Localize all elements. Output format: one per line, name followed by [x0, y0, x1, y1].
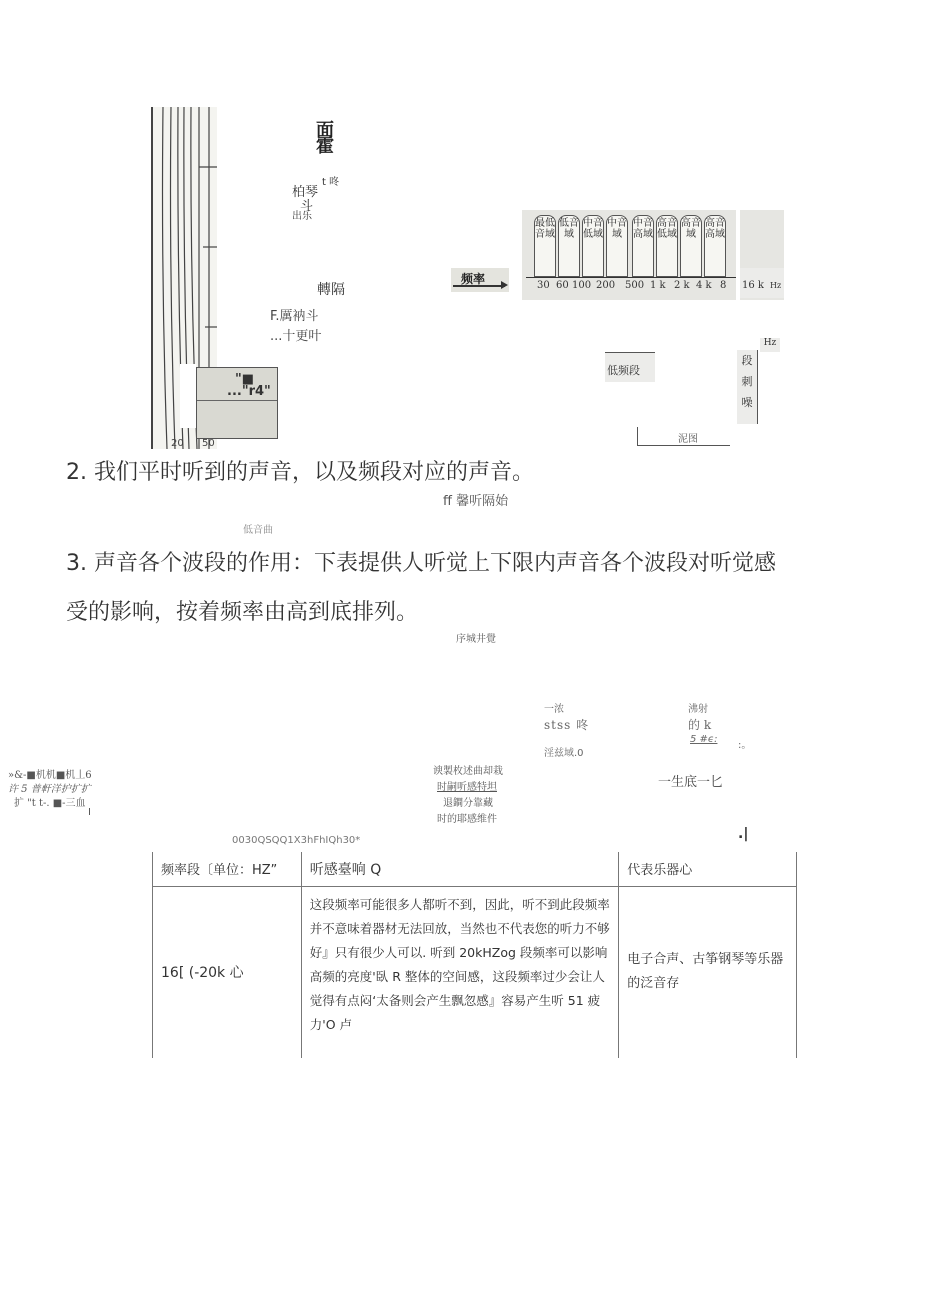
tick-60: 60 [556, 280, 569, 291]
noise-r3: 一生底一匕 [658, 775, 724, 790]
hz-label: Hz [760, 338, 780, 352]
band-3: 中音低域 [582, 215, 604, 277]
table-header-row [153, 852, 797, 886]
noise-r2-b: 的 k [688, 718, 712, 732]
noise-r1-b: stss 咚 [544, 718, 590, 732]
axis-label-20: 20 [171, 438, 184, 449]
note-small: 低音曲 [243, 525, 273, 536]
cell-instruments: 电子合声、古筝钢琴等乐器的泛音存 [619, 886, 797, 1058]
tick-1k: 1 k [650, 280, 666, 291]
tick-2k: 2 k [674, 280, 690, 291]
side-band-label: 段 刺 噪 [737, 350, 758, 424]
paragraph-3-line-2: 受的影响，按着频率由高到底排列。 [66, 600, 419, 625]
noise-r2-a: 沸射 [688, 704, 708, 715]
frequency-table [152, 852, 797, 1058]
band-4: 中音域 [606, 215, 628, 277]
figure-label-fshu: F.厲衲斗 [270, 309, 319, 324]
tick-8: 8 [720, 280, 727, 291]
paragraph-2: 2. 我们平时听到的声音，以及频段对应的声音。 [66, 460, 534, 485]
tick-hz: Hz [770, 281, 782, 290]
noise-r2-d: :。 [738, 740, 752, 751]
noise-bottom-mark: .| [738, 826, 749, 842]
noise-r1-a: 一浓 [544, 704, 564, 715]
tick-16k: 16 k [742, 280, 764, 291]
header-frequency-range: 频率段〔单位：HZ” [153, 852, 302, 886]
figure-label-bozou: 柏琴 [292, 185, 319, 200]
freq-arrow-box [451, 268, 509, 292]
freq-label: 频率 [461, 272, 486, 286]
noise-left-4: I [88, 807, 91, 818]
band-6: 高音低域 [656, 215, 678, 277]
band-2: 低音域 [558, 215, 580, 277]
tick-500: 500 [625, 280, 645, 291]
band-7: 高音域 [680, 215, 702, 277]
figure-label-chudian: 出乐 [292, 211, 312, 222]
frequency-band-figure [522, 210, 784, 300]
noise-mid-3: 退鐧分靠藏 [443, 798, 493, 809]
figure-label-zhuange: 轉隔 [317, 282, 345, 298]
figure-label-shigeng: ...十更叶 [270, 329, 322, 344]
figure-label-doushi: 斗 [300, 199, 314, 214]
note-ff: ff 馨听隔始 [443, 494, 509, 509]
tick-4k: 4 k [696, 280, 712, 291]
header-hearing-effect: 听感臺响 Q [301, 852, 618, 886]
inset-text-1: "■ [235, 372, 255, 387]
inset-text-2: ..."r4" [227, 384, 271, 399]
arrow-icon [453, 285, 505, 287]
noise-r2-c: 5 #ϵ: [690, 734, 718, 745]
cell-frequency-range: 16[ (-20k 心 [153, 886, 302, 1058]
note-xucheng: 序城井覺 [456, 634, 496, 645]
noise-left-1: »&-■机机■机丄6 [8, 770, 92, 781]
noise-mid-2: 时嗣听感特坦 [437, 782, 497, 793]
band-8: 高音高域 [704, 215, 726, 277]
paragraph-3-line-1: 3. 声音各个波段的作用：下表提供人听觉上下限内声音各个波段对听觉感 [66, 551, 776, 576]
low-band-box [605, 352, 655, 382]
bottom-label: 泥图 [678, 434, 698, 445]
header-instruments: 代表乐器心 [619, 852, 797, 886]
scan-inset-box [196, 367, 278, 439]
tick-30: 30 [537, 280, 550, 291]
noise-left-3: 扩 "t t-. ■-三血 [14, 798, 86, 809]
cell-hearing-effect: 这段频率可能很多人都听不到，因此，听不到此段频率并不意味着器材无法回放，当然也不代表您的听力不够好』只有很少人可以. 听到 20kHZog 段频率可以影响高频的亮度'臥 R 整体的空间感，这段频率过少会让人觉得有点闷‘太备则会产生飘忽感』容易产生听 51 疲力'O 卢 [301, 886, 618, 1058]
figure-label-top: 面 霍 [313, 120, 334, 151]
noise-left-2: 许 5 普軒洋护扩扩 [8, 784, 91, 795]
figure-label-tick: t 咚 [322, 177, 340, 188]
band-5: 中音高域 [632, 215, 654, 277]
band-1: 最低音域 [534, 215, 556, 277]
noise-bottom-code: 0030QSQQ1X3hFhIQh30* [232, 835, 361, 846]
scan-gap [180, 364, 196, 428]
table-row [153, 886, 797, 1058]
noise-r1-c: 淫兹域.0 [544, 748, 584, 759]
bottom-bracket [637, 427, 730, 446]
noise-mid-4: 时的耶感维件 [437, 814, 497, 825]
tick-100: 100 [572, 280, 592, 291]
low-band-label: 低频段 [607, 364, 640, 377]
noise-mid-1: 谀製枚述曲却栽 [433, 766, 503, 777]
tick-200: 200 [596, 280, 616, 291]
axis-label-50: 50 [202, 438, 215, 449]
